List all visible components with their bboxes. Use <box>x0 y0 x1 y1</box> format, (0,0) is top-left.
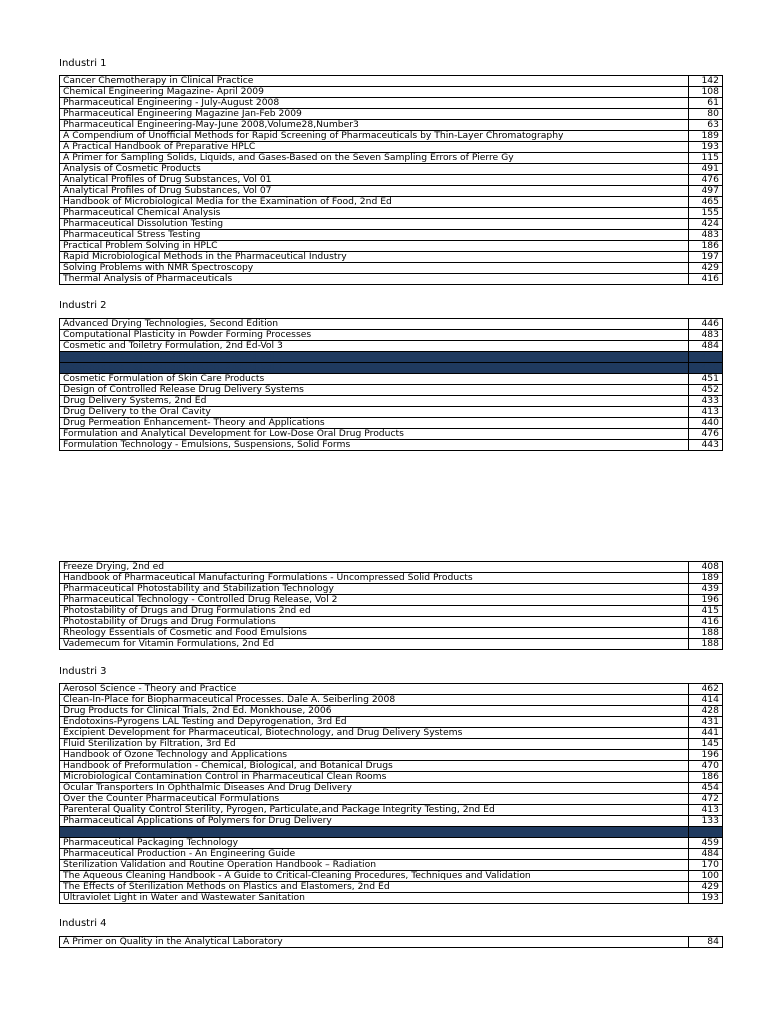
book-title-cell[interactable]: Pharmaceutical Stress Testing <box>60 230 689 241</box>
page-count-cell[interactable]: 415 <box>689 606 723 617</box>
table-row[interactable] <box>60 131 723 142</box>
table-row[interactable] <box>60 772 723 783</box>
table-row[interactable] <box>60 219 723 230</box>
table-row[interactable] <box>60 87 723 98</box>
page-count-cell[interactable]: 459 <box>689 838 723 849</box>
page-count-cell[interactable]: 446 <box>689 319 723 330</box>
page-count-cell[interactable]: 400 <box>689 827 723 838</box>
table-row[interactable] <box>60 120 723 131</box>
page-count-cell[interactable]: 418 <box>689 363 723 374</box>
page-count-cell[interactable]: 193 <box>689 142 723 153</box>
page-count-cell[interactable]: 142 <box>689 76 723 87</box>
book-title-cell[interactable]: Handbook of Ozone Technology and Applications <box>60 750 689 761</box>
page-count-cell[interactable]: 197 <box>689 252 723 263</box>
page-count-cell[interactable]: 416 <box>689 617 723 628</box>
table-row[interactable] <box>60 728 723 739</box>
book-title-cell[interactable]: Aerosol Science - Theory and Practice <box>60 684 689 695</box>
page-count-cell[interactable]: 196 <box>689 595 723 606</box>
page-count-cell[interactable]: 80 <box>689 109 723 120</box>
table-row[interactable] <box>60 717 723 728</box>
book-title-cell[interactable]: Analytical Profiles of Drug Substances, Vol 01 <box>60 175 689 186</box>
table-row[interactable] <box>60 109 723 120</box>
page-count-cell[interactable]: 483 <box>689 330 723 341</box>
book-title-cell[interactable]: Cosmetic and Toiletry Formulation, 2nd Ed-Vol 3 <box>60 341 689 352</box>
page-count-cell[interactable]: 470 <box>689 761 723 772</box>
book-title-cell[interactable]: Cosmetic Formulation of Skin Care Products <box>60 374 689 385</box>
table-row[interactable] <box>60 76 723 87</box>
table-row[interactable] <box>60 761 723 772</box>
book-title-cell[interactable]: Drug Delivery to the Oral Cavity <box>60 407 689 418</box>
table-row[interactable] <box>60 319 723 330</box>
table-row[interactable] <box>60 871 723 882</box>
book-title-cell[interactable]: Practical Problem Solving in HPLC <box>60 241 689 252</box>
page-count-cell[interactable]: 188 <box>689 628 723 639</box>
table-row[interactable] <box>60 186 723 197</box>
book-title-cell[interactable]: Drug Products for Clinical Trials, 2nd Ed. Monkhouse, 2006 <box>60 706 689 717</box>
page-count-cell[interactable]: 193 <box>689 893 723 904</box>
page-count-cell[interactable]: 465 <box>689 197 723 208</box>
section-heading: Industri 4 <box>59 918 107 929</box>
table-row[interactable] <box>60 153 723 164</box>
page-count-cell[interactable]: 188 <box>689 639 723 650</box>
table-row[interactable] <box>60 230 723 241</box>
book-title-cell[interactable]: Design of Controlled Release Drug Delivery Systems <box>60 385 689 396</box>
page-count-cell[interactable]: 413 <box>689 805 723 816</box>
page-count-cell[interactable]: 452 <box>689 385 723 396</box>
book-title-cell[interactable]: Advanced Drying Technologies, Second Edition <box>60 319 689 330</box>
table-row[interactable] <box>60 341 723 352</box>
page-count-cell[interactable]: 433 <box>689 396 723 407</box>
page-count-cell[interactable]: 424 <box>689 219 723 230</box>
table-row[interactable] <box>60 838 723 849</box>
page-count-cell[interactable]: 441 <box>689 728 723 739</box>
page-count-cell[interactable]: 483 <box>689 230 723 241</box>
page-count-cell[interactable]: 451 <box>689 374 723 385</box>
book-title-cell[interactable]: Computational Plasticity in Powder Forming Processes <box>60 330 689 341</box>
table-row[interactable] <box>60 407 723 418</box>
table-row[interactable] <box>60 628 723 639</box>
page-count-cell[interactable]: 484 <box>689 849 723 860</box>
book-title-cell[interactable]: Ocular Transporters In Ophthalmic Diseases And Drug Delivery <box>60 783 689 794</box>
page-count-cell[interactable]: 84 <box>689 937 723 948</box>
table-row[interactable] <box>60 573 723 584</box>
table-row[interactable] <box>60 816 723 827</box>
table-row[interactable] <box>60 595 723 606</box>
table-row[interactable] <box>60 330 723 341</box>
table-row[interactable] <box>60 385 723 396</box>
table-row[interactable] <box>60 562 723 573</box>
book-title-cell[interactable]: Drug Permeation Enhancement- Theory and Applications <box>60 418 689 429</box>
book-title-cell[interactable]: Pharmaceutical Engineering-May-June 2008,Volume28,Number3 <box>60 120 689 131</box>
page-count-cell[interactable]: 414 <box>689 695 723 706</box>
table-row[interactable] <box>60 695 723 706</box>
book-title-cell[interactable]: Excipient Development for Pharmaceutical, Biotechnology, and Drug Delivery Systems <box>60 728 689 739</box>
book-title-cell[interactable]: Clean-In-Place for Biopharmaceutical Processes. Dale A. Seiberling 2008 <box>60 695 689 706</box>
table-row[interactable] <box>60 197 723 208</box>
book-title-cell[interactable]: Photostability of Drugs and Drug Formulations 2nd ed <box>60 606 689 617</box>
book-title-cell[interactable]: Pharmaceutical Photostability and Stabilization Technology <box>60 584 689 595</box>
table-row[interactable] <box>60 252 723 263</box>
book-table <box>59 75 723 285</box>
book-title-cell[interactable]: Formulation and Analytical Development for Low-Dose Oral Drug Products <box>60 429 689 440</box>
book-title-cell[interactable]: Freeze Drying, 2nd ed <box>60 562 689 573</box>
book-title-cell[interactable]: Pharmaceutical Engineering Magazine Jan-Feb 2009 <box>60 109 689 120</box>
book-title-cell[interactable]: A Primer on Quality in the Analytical Laboratory <box>60 937 689 948</box>
book-title-cell[interactable]: A Practical Handbook of Preparative HPLC <box>60 142 689 153</box>
page-count-cell[interactable]: 439 <box>689 584 723 595</box>
book-title-cell[interactable]: Cosmetic and Toiletry Formulation, 2nd Ed-Vol 7 <box>60 363 689 374</box>
book-title-cell[interactable]: Pharmaceutical Packaging Technology <box>60 838 689 849</box>
book-title-cell[interactable]: Pharmaceutical Technology - Controlled Drug Release, Vol 2 <box>60 595 689 606</box>
book-title-cell[interactable]: Microbiological Contamination Control in Pharmaceutical Clean Rooms <box>60 772 689 783</box>
table-row[interactable] <box>60 584 723 595</box>
book-title-cell[interactable]: Cancer Chemotherapy in Clinical Practice <box>60 76 689 87</box>
book-title-cell[interactable]: Pharmaceutical Extrusion Technology <box>60 827 689 838</box>
book-table <box>59 561 723 650</box>
table-row[interactable] <box>60 860 723 871</box>
table-row[interactable] <box>60 606 723 617</box>
book-title-cell[interactable]: Pharmaceutical Dissolution Testing <box>60 219 689 230</box>
table-row[interactable] <box>60 374 723 385</box>
page-count-cell[interactable]: 418 <box>689 352 723 363</box>
page-count-cell[interactable]: 454 <box>689 783 723 794</box>
page-count-cell[interactable]: 61 <box>689 98 723 109</box>
page-count-cell[interactable]: 133 <box>689 816 723 827</box>
book-title-cell[interactable]: Formulation Technology - Emulsions, Suspensions, Solid Forms <box>60 440 689 451</box>
page-count-cell[interactable]: 100 <box>689 871 723 882</box>
book-title-cell[interactable]: Solving Problems with NMR Spectroscopy <box>60 263 689 274</box>
page-count-cell[interactable]: 416 <box>689 274 723 285</box>
page-count-cell[interactable]: 189 <box>689 573 723 584</box>
table-row[interactable] <box>60 440 723 451</box>
table-row[interactable] <box>60 418 723 429</box>
book-title-cell[interactable]: Rheology Essentials of Cosmetic and Food Emulsions <box>60 628 689 639</box>
book-title-cell[interactable]: Sterilization Validation and Routine Operation Handbook – Radiation <box>60 860 689 871</box>
page-count-cell[interactable]: 472 <box>689 794 723 805</box>
table-row[interactable] <box>60 617 723 628</box>
book-title-cell[interactable]: Cosmetic and Toiletry Formulation, 2nd Ed-Vol 6 <box>60 352 689 363</box>
table-row[interactable] <box>60 794 723 805</box>
book-title-cell[interactable]: Thermal Analysis of Pharmaceuticals <box>60 274 689 285</box>
page-count-cell[interactable]: 491 <box>689 164 723 175</box>
book-title-cell[interactable]: A Compendium of Unofficial Methods for Rapid Screening of Pharmaceuticals by Thin-Layer Chromatography <box>60 131 689 142</box>
table-row[interactable] <box>60 142 723 153</box>
page-count-cell[interactable]: 63 <box>689 120 723 131</box>
book-title-cell[interactable]: The Aqueous Cleaning Handbook - A Guide to Critical-Cleaning Procedures, Techniques and Validation <box>60 871 689 882</box>
page-count-cell[interactable]: 186 <box>689 772 723 783</box>
page-count-cell[interactable]: 155 <box>689 208 723 219</box>
book-title-cell[interactable]: Pharmaceutical Chemical Analysis <box>60 208 689 219</box>
table-row[interactable] <box>60 263 723 274</box>
book-title-cell[interactable]: Rapid Microbiological Methods in the Pharmaceutical Industry <box>60 252 689 263</box>
table-row[interactable] <box>60 639 723 650</box>
page-count-cell[interactable]: 484 <box>689 341 723 352</box>
table-row[interactable] <box>60 208 723 219</box>
book-title-cell[interactable]: Endotoxins-Pyrogens LAL Testing and Depyrogenation, 3rd Ed <box>60 717 689 728</box>
page-count-cell[interactable]: 196 <box>689 750 723 761</box>
table-row[interactable] <box>60 429 723 440</box>
section-heading: Industri 3 <box>59 666 107 677</box>
book-title-cell[interactable]: Over the Counter Pharmaceutical Formulations <box>60 794 689 805</box>
table-row[interactable] <box>60 739 723 750</box>
section-heading: Industri 2 <box>59 300 107 311</box>
book-title-cell[interactable]: The Effects of Sterilization Methods on Plastics and Elastomers, 2nd Ed <box>60 882 689 893</box>
table-row[interactable] <box>60 164 723 175</box>
table-row[interactable] <box>60 937 723 948</box>
book-title-cell[interactable]: Pharmaceutical Engineering - July-August 2008 <box>60 98 689 109</box>
book-title-cell[interactable]: Parenteral Quality Control Sterility, Pyrogen, Particulate,and Package Integrity Testing, 2nd Ed <box>60 805 689 816</box>
table-row[interactable] <box>60 352 723 363</box>
book-title-cell[interactable]: Handbook of Pharmaceutical Manufacturing Formulations - Uncompressed Solid Products <box>60 573 689 584</box>
table-row[interactable] <box>60 893 723 904</box>
book-title-cell[interactable]: Analytical Profiles of Drug Substances, Vol 07 <box>60 186 689 197</box>
page-count-cell[interactable]: 186 <box>689 241 723 252</box>
page-count-cell[interactable]: 170 <box>689 860 723 871</box>
table-row[interactable] <box>60 98 723 109</box>
book-title-cell[interactable]: Vademecum for Vitamin Formulations, 2nd Ed <box>60 639 689 650</box>
book-table <box>59 936 723 948</box>
table-row[interactable] <box>60 175 723 186</box>
table-row[interactable] <box>60 827 723 838</box>
book-title-cell[interactable]: Handbook of Microbiological Media for the Examination of Food, 2nd Ed <box>60 197 689 208</box>
page-count-cell[interactable]: 429 <box>689 263 723 274</box>
table-row[interactable] <box>60 274 723 285</box>
page-count-cell[interactable]: 462 <box>689 684 723 695</box>
table-row[interactable] <box>60 849 723 860</box>
page-count-cell[interactable]: 440 <box>689 418 723 429</box>
book-table <box>59 683 723 904</box>
table-row[interactable] <box>60 396 723 407</box>
page-count-cell[interactable]: 443 <box>689 440 723 451</box>
table-row[interactable] <box>60 805 723 816</box>
page-count-cell[interactable]: 145 <box>689 739 723 750</box>
page-count-cell[interactable]: 115 <box>689 153 723 164</box>
page-count-cell[interactable]: 413 <box>689 407 723 418</box>
book-table <box>59 318 723 451</box>
table-row[interactable] <box>60 363 723 374</box>
book-title-cell[interactable]: Ultraviolet Light in Water and Wastewater Sanitation <box>60 893 689 904</box>
table-row[interactable] <box>60 684 723 695</box>
page-count-cell[interactable]: 431 <box>689 717 723 728</box>
page-count-cell[interactable]: 189 <box>689 131 723 142</box>
table-row[interactable] <box>60 882 723 893</box>
section-heading: Industri 1 <box>59 58 107 69</box>
book-title-cell[interactable]: A Primer for Sampling Solids, Liquids, and Gases-Based on the Seven Sampling Errors of Pierre Gy <box>60 153 689 164</box>
page-count-cell[interactable]: 476 <box>689 175 723 186</box>
book-title-cell[interactable]: Fluid Sterilization by Filtration, 3rd Ed <box>60 739 689 750</box>
table-row[interactable] <box>60 706 723 717</box>
book-title-cell[interactable]: Pharmaceutical Applications of Polymers for Drug Delivery <box>60 816 689 827</box>
page-count-cell[interactable]: 408 <box>689 562 723 573</box>
book-title-cell[interactable]: Photostability of Drugs and Drug Formulations <box>60 617 689 628</box>
book-title-cell[interactable]: Analysis of Cosmetic Products <box>60 164 689 175</box>
page-count-cell[interactable]: 476 <box>689 429 723 440</box>
book-title-cell[interactable]: Handbook of Preformulation - Chemical, Biological, and Botanical Drugs <box>60 761 689 772</box>
page-count-cell[interactable]: 428 <box>689 706 723 717</box>
table-row[interactable] <box>60 241 723 252</box>
page-count-cell[interactable]: 108 <box>689 87 723 98</box>
book-title-cell[interactable]: Pharmaceutical Production - An Engineering Guide <box>60 849 689 860</box>
page-count-cell[interactable]: 497 <box>689 186 723 197</box>
table-row[interactable] <box>60 783 723 794</box>
book-title-cell[interactable]: Chemical Engineering Magazine- April 2009 <box>60 87 689 98</box>
page-count-cell[interactable]: 429 <box>689 882 723 893</box>
table-row[interactable] <box>60 750 723 761</box>
book-title-cell[interactable]: Drug Delivery Systems, 2nd Ed <box>60 396 689 407</box>
